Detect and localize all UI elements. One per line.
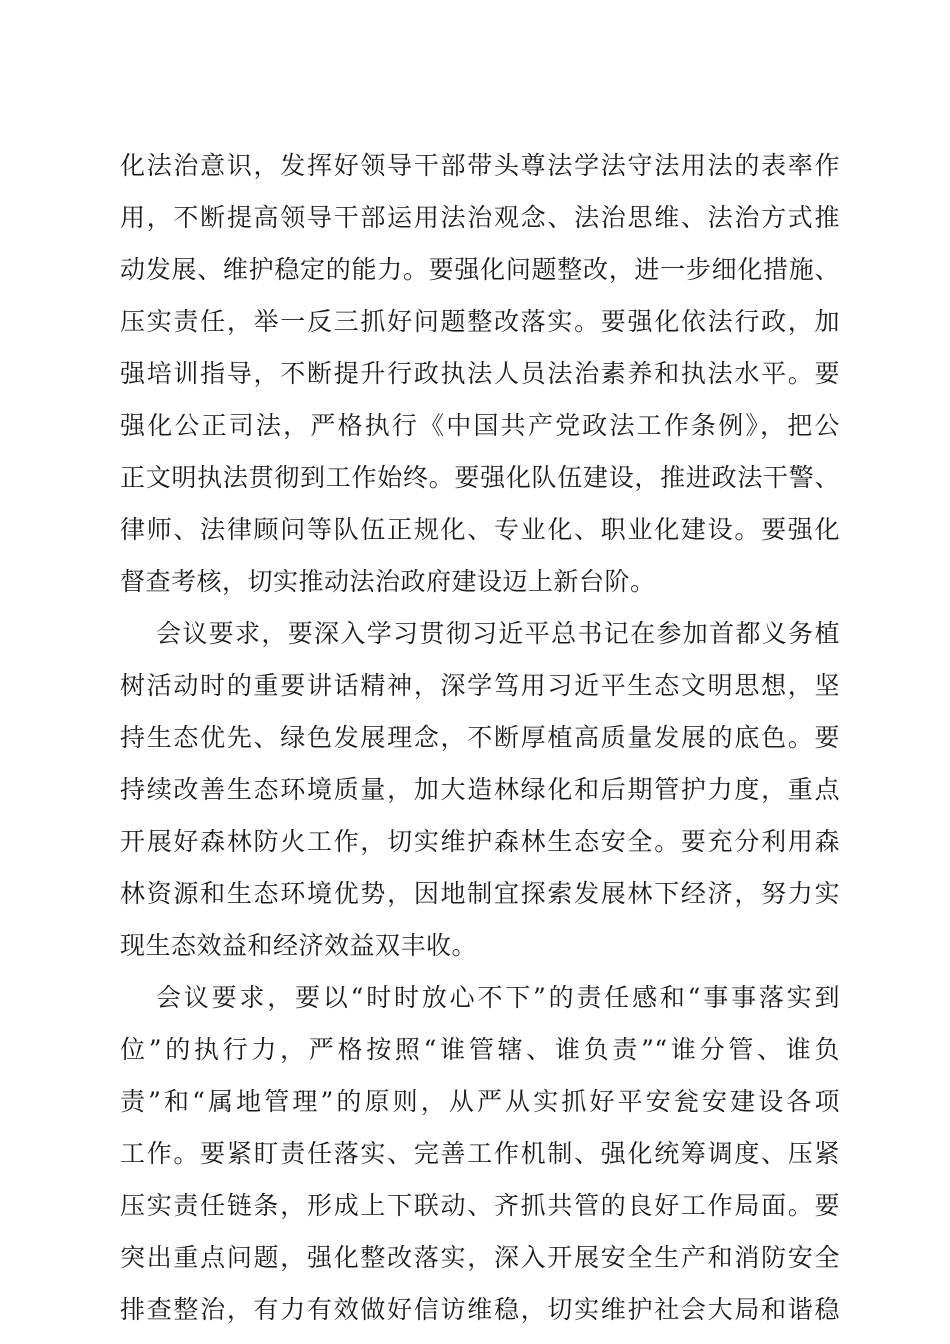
text-line: 林资源和生态环境优势，因地制宜探索发展林下经济，努力实 xyxy=(120,879,840,908)
text-line: 开展好森林防火工作，切实维护森林生态安全。要充分利用森 xyxy=(120,827,840,856)
text-line: 会议要求，要深入学习贯彻习近平总书记在参加首都义务植 xyxy=(156,619,840,648)
text-line: 会议要求，要以“时时放心不下”的责任感和“事事落实到 xyxy=(156,983,840,1012)
text-line: 树活动时的重要讲话精神，深学笃用习近平生态文明思想，坚 xyxy=(120,671,840,700)
text-line: 化法治意识，发挥好领导干部带头尊法学法守法用法的表率作 xyxy=(120,151,840,180)
text-line: 持续改善生态环境质量，加大造林绿化和后期管护力度，重点 xyxy=(120,775,840,804)
text-line: 突出重点问题，强化整改落实，深入开展安全生产和消防安全 xyxy=(120,1243,840,1272)
text-line: 持生态优先、绿色发展理念，不断厚植高质量发展的底色。要 xyxy=(120,723,840,752)
text-line: 正文明执法贯彻到工作始终。要强化队伍建设，推进政法干警、 xyxy=(120,463,840,492)
text-line: 压实责任链条，形成上下联动、齐抓共管的良好工作局面。要 xyxy=(120,1191,840,1220)
text-line: 强培训指导，不断提升行政执法人员法治素养和执法水平。要 xyxy=(120,359,840,388)
paragraph-2 xyxy=(120,608,840,972)
paragraph-1 xyxy=(120,140,840,608)
body-text xyxy=(120,140,840,1336)
text-line: 律师、法律顾问等队伍正规化、专业化、职业化建设。要强化 xyxy=(120,515,840,544)
text-line: 位”的执行力，严格按照“谁管辖、谁负责”“谁分管、谁负 xyxy=(120,1035,840,1064)
text-line: 动发展、维护稳定的能力。要强化问题整改，进一步细化措施、 xyxy=(120,255,840,284)
text-line: 工作。要紧盯责任落实、完善工作机制、强化统筹调度、压紧 xyxy=(120,1139,840,1168)
text-line: 现生态效益和经济效益双丰收。 xyxy=(120,931,478,960)
text-line: 强化公正司法，严格执行《中国共产党政法工作条例》，把公 xyxy=(120,411,840,440)
text-line: 排查整治，有力有效做好信访维稳，切实维护社会大局和谐稳 xyxy=(120,1295,840,1324)
text-line: 用，不断提高领导干部运用法治观念、法治思维、法治方式推 xyxy=(120,203,840,232)
paragraph-3 xyxy=(120,972,840,1336)
text-line: 督查考核，切实推动法治政府建设迈上新台阶。 xyxy=(120,567,656,596)
text-line: 压实责任，举一反三抓好问题整改落实。要强化依法行政，加 xyxy=(120,307,840,336)
text-line: 责”和“属地管理”的原则，从严从实抓好平安瓮安建设各项 xyxy=(120,1087,840,1116)
